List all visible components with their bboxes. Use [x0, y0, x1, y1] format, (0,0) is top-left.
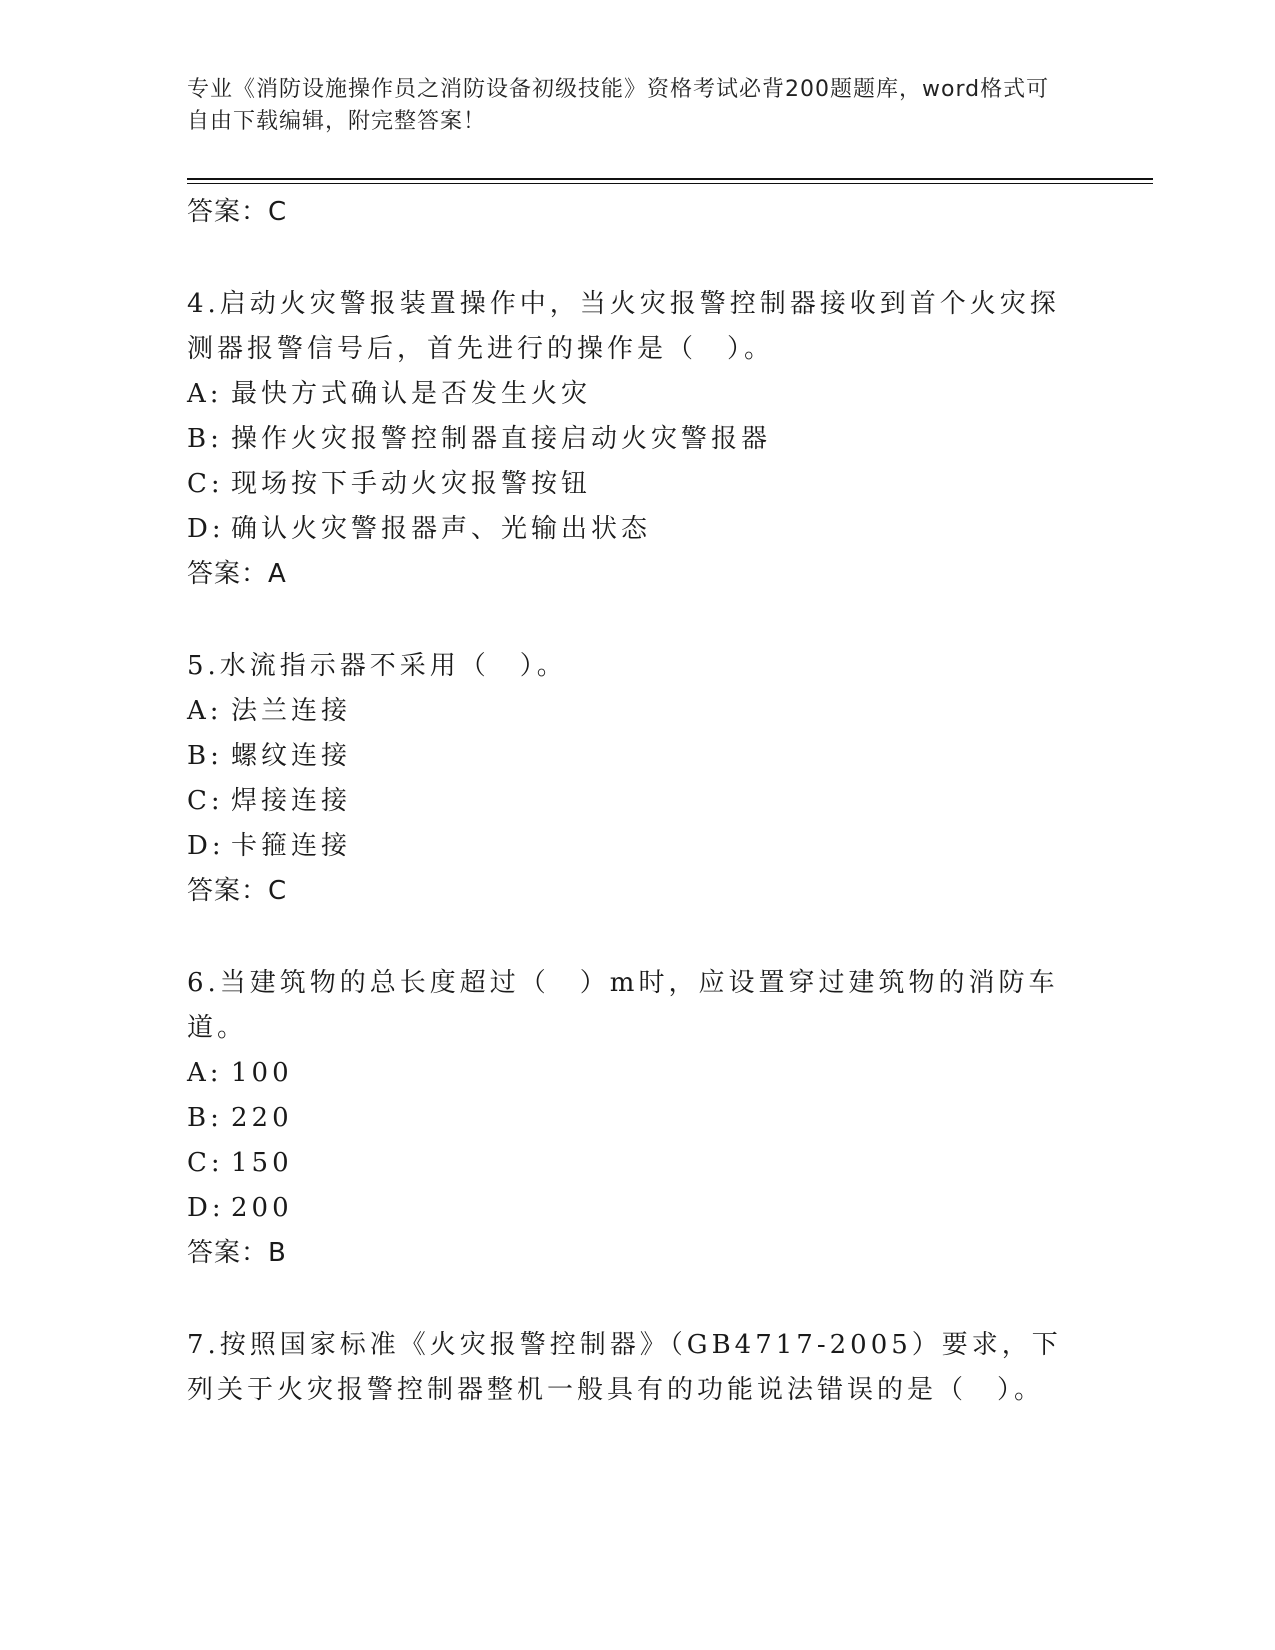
- option-letter: D:: [187, 1193, 225, 1223]
- option-a: [187, 372, 1087, 417]
- header-divider-thin: [187, 183, 1153, 184]
- option-text: 确认火灾警报器声、光输出状态: [231, 514, 652, 544]
- option-text: 最快方式确认是否发生火灾: [231, 379, 592, 409]
- option-c: [187, 779, 1087, 824]
- option-letter: D:: [187, 831, 225, 861]
- option-c: [187, 462, 1087, 507]
- option-text: 现场按下手动火灾报警按钮: [231, 469, 592, 499]
- answer-label: 答案：C: [187, 876, 288, 906]
- option-letter: B:: [187, 1103, 223, 1133]
- option-text: 卡箍连接: [231, 831, 352, 861]
- option-d: [187, 1186, 1087, 1231]
- question-4: [187, 282, 1087, 596]
- option-a: [187, 1051, 1087, 1096]
- option-d: [187, 507, 1087, 552]
- option-d: [187, 824, 1087, 869]
- option-letter: D:: [187, 514, 225, 544]
- option-text: 200: [231, 1193, 293, 1223]
- answer-label: 答案：C: [187, 197, 288, 227]
- option-a: [187, 689, 1087, 734]
- option-letter: C:: [187, 469, 224, 499]
- option-letter: B:: [187, 741, 223, 771]
- document-header: 专业《消防设施操作员之消防设备初级技能》资格考试必背200题题库，word格式可自由下载编辑，附完整答案！: [187, 77, 1050, 134]
- option-letter: A:: [187, 696, 223, 726]
- option-b: [187, 417, 1087, 462]
- option-text: 100: [231, 1058, 293, 1088]
- question-5: [187, 644, 1087, 913]
- option-letter: C:: [187, 1148, 224, 1178]
- question-stem: 6.当建筑物的总长度超过（ ）m时，应设置穿过建筑物的消防车道。: [187, 968, 1059, 1043]
- option-b: [187, 734, 1087, 779]
- option-letter: B:: [187, 424, 223, 454]
- header-divider-thick: [187, 178, 1153, 180]
- question-6: [187, 961, 1087, 1275]
- option-text: 操作火灾报警控制器直接启动火灾警报器: [231, 424, 772, 454]
- question-stem: 4.启动火灾警报装置操作中，当火灾报警控制器接收到首个火灾探测器报警信号后，首先进行的操作是（ ）。: [187, 289, 1060, 364]
- option-text: 螺纹连接: [231, 741, 352, 771]
- option-letter: A:: [187, 1058, 223, 1088]
- question-list: [187, 190, 1087, 1413]
- option-b: [187, 1096, 1087, 1141]
- option-c: [187, 1141, 1087, 1186]
- option-letter: C:: [187, 786, 224, 816]
- option-text: 焊接连接: [231, 786, 352, 816]
- option-letter: A:: [187, 379, 223, 409]
- answer-label: 答案：A: [187, 559, 287, 589]
- question-stem: 5.水流指示器不采用（ ）。: [187, 651, 567, 681]
- option-text: 150: [231, 1148, 293, 1178]
- question-7: [187, 1323, 1087, 1413]
- option-text: 法兰连接: [231, 696, 352, 726]
- answer-label: 答案：B: [187, 1238, 287, 1268]
- option-text: 220: [231, 1103, 293, 1133]
- question-stem: 7.按照国家标准《火灾报警控制器》（GB4717-2005）要求，下列关于火灾报警控制器整机一般具有的功能说法错误的是（ ）。: [187, 1330, 1062, 1405]
